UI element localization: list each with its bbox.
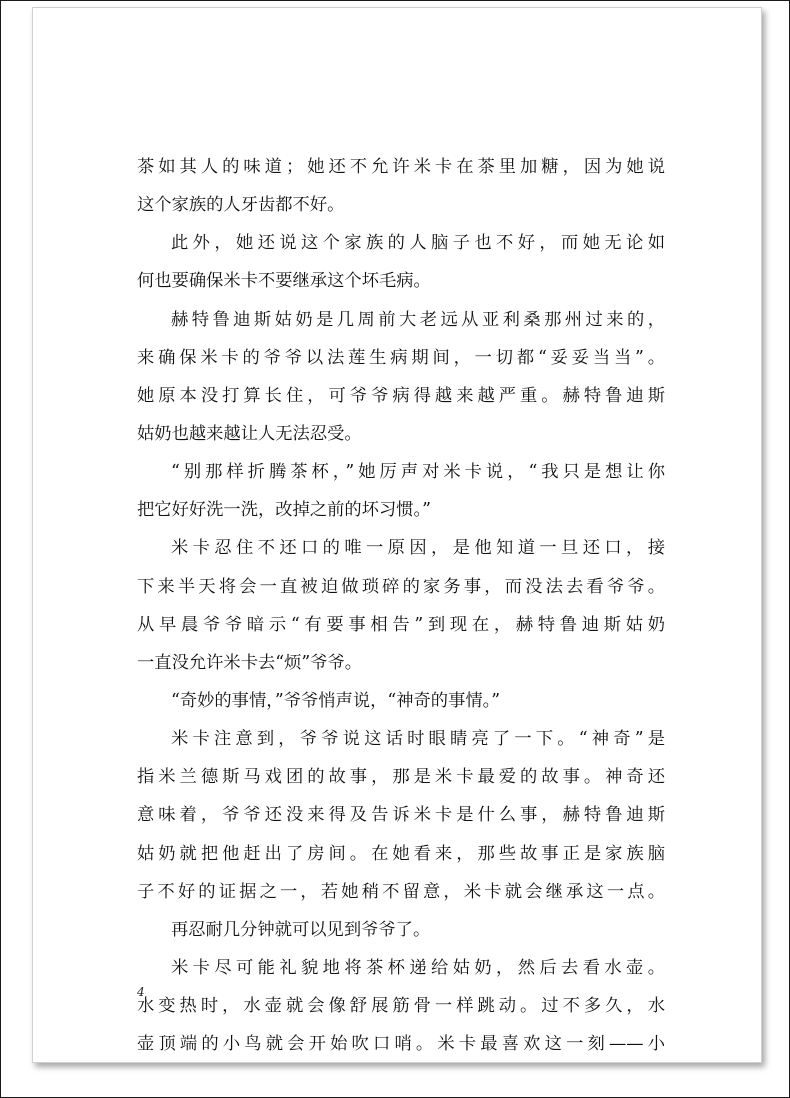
text-line: 何也要确保米卡不要继承这个坏毛病。 bbox=[137, 271, 431, 292]
text-line: 下来半天将会一直被迫做琐碎的家务事，而没法去看爷爷。 bbox=[137, 576, 665, 597]
text-line: 来确保米卡的爷爷以法莲生病期间，一切都“妥妥当当”。 bbox=[137, 347, 665, 368]
text-line: 这个家族的人牙齿都不好。 bbox=[137, 195, 345, 216]
text-line: 再忍耐几分钟就可以见到爷爷了。 bbox=[171, 919, 431, 940]
text-line: 此外，她还说这个家族的人脑子也不好，而她无论如 bbox=[171, 233, 665, 254]
text-line: 把它好好洗一洗，改掉之前的坏习惯。” bbox=[137, 500, 431, 521]
text-line: 米卡尽可能礼貌地将茶杯递给姑奶，然后去看水壶。 bbox=[171, 957, 665, 978]
text-line: 壶顶端的小鸟就会开始吹口哨。米卡最喜欢这一刻——小 bbox=[137, 1034, 665, 1055]
text-line: 姑奶也越来越让人无法忍受。 bbox=[137, 423, 362, 444]
text-line: 她原本没打算长住，可爷爷病得越来越严重。赫特鲁迪斯 bbox=[137, 385, 665, 406]
body-text bbox=[137, 148, 665, 1063]
book-page bbox=[32, 7, 762, 1063]
text-line: 米卡忍住不还口的唯一原因，是他知道一旦还口，接 bbox=[171, 538, 665, 559]
text-line: 指米兰德斯马戏团的故事，那是米卡最爱的故事。神奇还 bbox=[137, 767, 665, 788]
text-line: 从早晨爷爷暗示“有要事相告”到现在，赫特鲁迪斯姑奶 bbox=[137, 614, 665, 635]
text-line: 茶如其人的味道；她还不允许米卡在茶里加糖，因为她说 bbox=[137, 157, 665, 177]
text-line: “别那样折腾茶杯，”她厉声对米卡说，“我只是想让你 bbox=[171, 462, 665, 483]
text-line: 姑奶就把他赶出了房间。在她看来，那些故事正是家族脑 bbox=[137, 843, 665, 864]
text-line: 一直没允许米卡去“烦”爷爷。 bbox=[137, 652, 363, 673]
text-line: 意味着，爷爷还没来得及告诉米卡是什么事，赫特鲁迪斯 bbox=[137, 805, 665, 826]
text-line: “奇妙的事情，”爷爷悄声说，“神奇的事情。” bbox=[171, 690, 501, 711]
text-line: 水变热时，水壶就会像舒展筋骨一样跳动。过不多久，水 bbox=[137, 996, 665, 1017]
text-line: 米卡注意到，爷爷说这话时眼睛亮了一下。“神奇”是 bbox=[171, 729, 665, 750]
text-line: 赫特鲁迪斯姑奶是几周前大老远从亚利桑那州过来的， bbox=[171, 309, 665, 330]
text-line: 子不好的证据之一，若她稍不留意，米卡就会继承这一点。 bbox=[137, 881, 665, 902]
page-number: 4 bbox=[137, 985, 145, 999]
